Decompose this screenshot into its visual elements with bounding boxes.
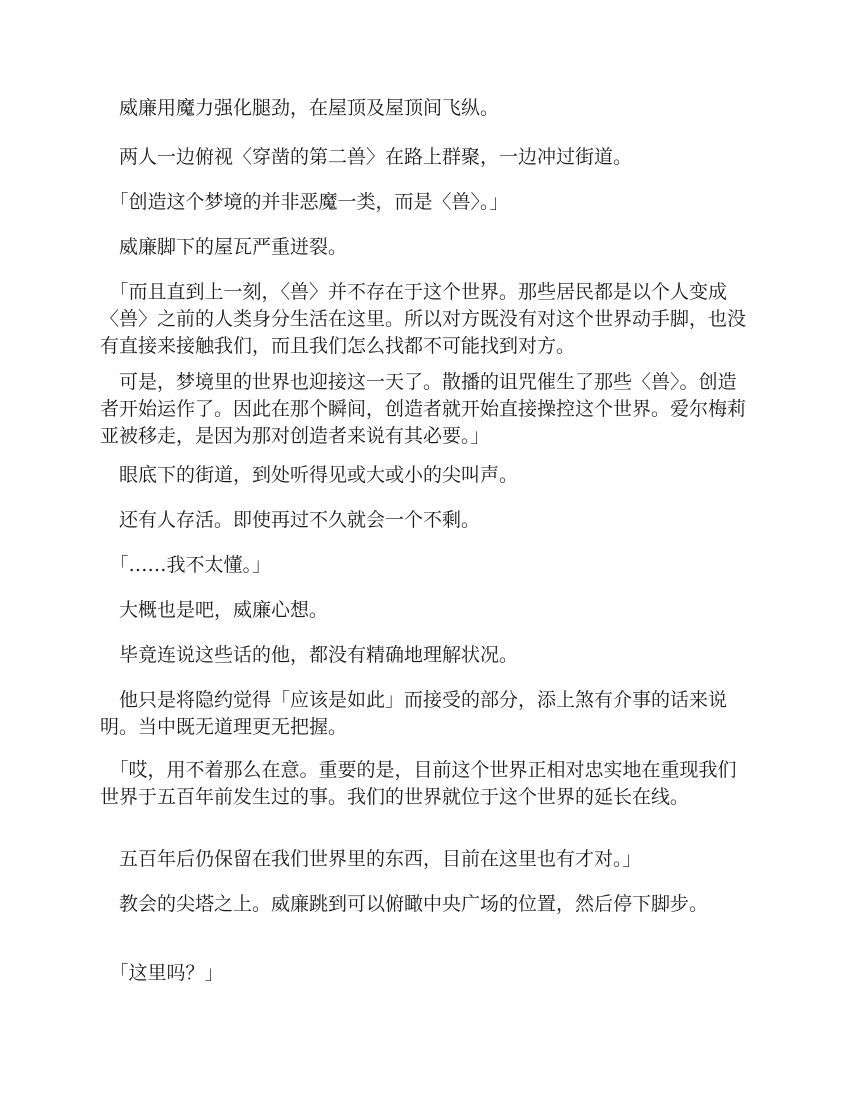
- paragraph: 可是，梦境里的世界也迎接这一天了。散播的诅咒催生了那些〈兽〉。创造者开始运作了。因此在那个瞬间，创造者就开始直接操控这个世界。爱尔梅莉亚被移走，是因为那对创造者来说有其必要。」: [100, 371, 747, 447]
- paragraph: 眼底下的街道，到处听得见或大或小的尖叫声。: [100, 464, 519, 486]
- paragraph: 「哎，用不着那么在意。重要的是，目前这个世界正相对忠实地在重现我们世界于五百年前发生过的事。我们的世界就位于这个世界的延长在线。: [100, 759, 737, 808]
- paragraph: 「……我不太懂。」: [100, 554, 272, 576]
- paragraph: 五百年后仍保留在我们世界里的东西，目前在这里也有才对。」: [100, 848, 642, 870]
- paragraph: 毕竟连说这些话的他，都没有精确地理解状况。: [100, 644, 519, 666]
- paragraph: 「这里吗？」: [100, 962, 224, 984]
- paragraph: 「创造这个梦境的并非恶魔一类，而是〈兽〉。」: [100, 191, 509, 213]
- paragraph: 大概也是吧，威廉心想。: [100, 599, 329, 621]
- paragraph: 威廉用魔力强化腿劲，在屋顶及屋顶间飞纵。: [100, 97, 500, 119]
- paragraph: 两人一边俯视〈穿凿的第二兽〉在路上群聚，一边冲过街道。: [100, 146, 633, 168]
- paragraph: 他只是将隐约觉得「应该是如此」而接受的部分，添上煞有介事的话来说明。当中既无道理更无把握。: [100, 689, 728, 738]
- paragraph: 「而且直到上一刻，〈兽〉并不存在于这个世界。那些居民都是以个人变成〈兽〉之前的人类身分生活在这里。所以对方既没有对这个世界动手脚，也没有直接来接触我们，而且我们怎么找都不可能找到对方。: [100, 281, 747, 357]
- paragraph: 教会的尖塔之上。威廉跳到可以俯瞰中央广场的位置，然后停下脚步。: [100, 893, 709, 915]
- paragraph: 威廉脚下的屋瓦严重迸裂。: [100, 236, 348, 258]
- paragraph: 还有人存活。即使再过不久就会一个不剩。: [100, 509, 481, 531]
